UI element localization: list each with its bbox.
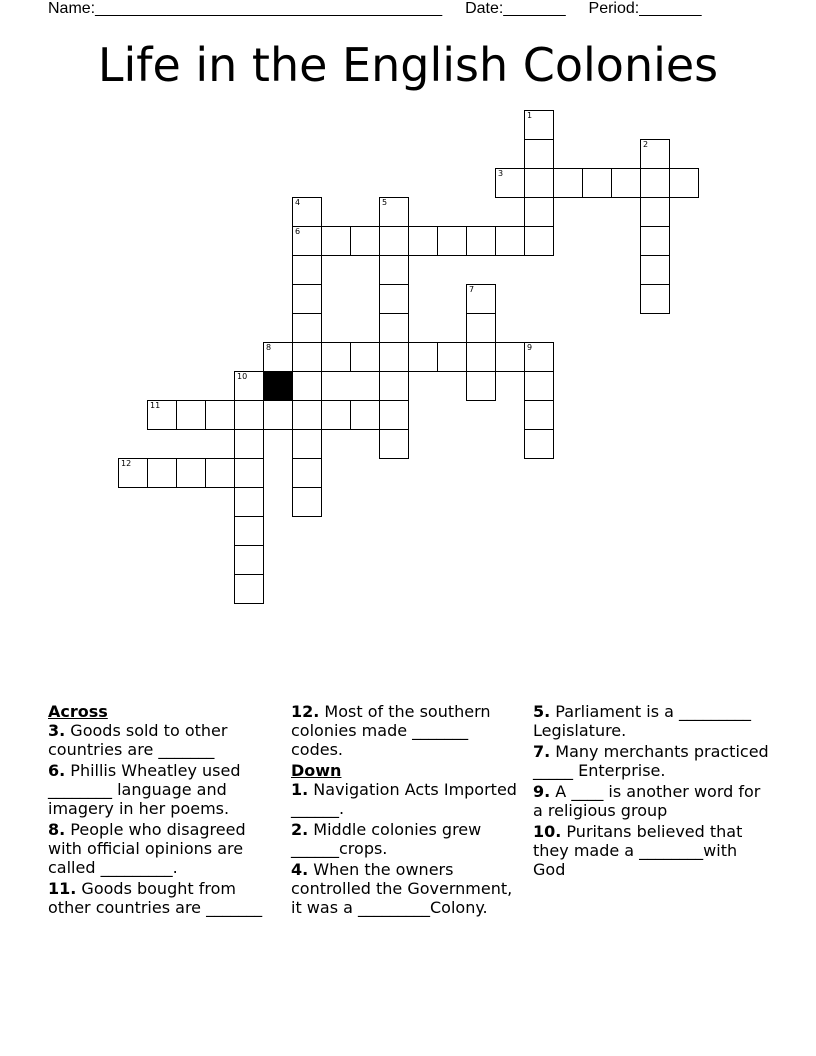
clue-down-1: 1. Navigation Acts Imported ______. bbox=[291, 780, 517, 818]
grid-cell[interactable] bbox=[292, 371, 322, 401]
grid-cell[interactable] bbox=[379, 284, 409, 314]
grid-cell[interactable] bbox=[495, 226, 525, 256]
grid-cell[interactable] bbox=[379, 371, 409, 401]
clue-down-10: 10. Puritans believed that they made a ________with God bbox=[533, 822, 743, 879]
cell-number: 10 bbox=[237, 372, 248, 381]
across-heading: Across bbox=[48, 702, 108, 721]
grid-cell[interactable] bbox=[466, 313, 496, 343]
grid-cell[interactable] bbox=[292, 255, 322, 285]
clue-down-2: 2. Middle colonies grew ______crops. bbox=[291, 820, 482, 858]
grid-cell[interactable] bbox=[669, 168, 699, 198]
clue-down-9: 9. A ____ is another word for a religious group bbox=[533, 782, 761, 820]
clues-column-3 bbox=[533, 702, 773, 881]
grid-cell[interactable] bbox=[379, 342, 409, 372]
grid-cell[interactable] bbox=[234, 458, 264, 488]
grid-cell[interactable] bbox=[321, 226, 351, 256]
grid-cell[interactable] bbox=[379, 226, 409, 256]
grid-cell[interactable] bbox=[379, 197, 409, 227]
grid-cell[interactable] bbox=[379, 255, 409, 285]
grid-cell[interactable] bbox=[234, 429, 264, 459]
grid-cell[interactable] bbox=[408, 226, 438, 256]
grid-cell[interactable] bbox=[466, 371, 496, 401]
cell-number: 11 bbox=[150, 401, 161, 410]
grid-cell[interactable] bbox=[611, 168, 641, 198]
grid-cell[interactable] bbox=[379, 313, 409, 343]
grid-cell[interactable] bbox=[408, 342, 438, 372]
date-blank[interactable]: _______ bbox=[503, 0, 566, 17]
grid-cell[interactable] bbox=[524, 429, 554, 459]
grid-cell[interactable] bbox=[234, 487, 264, 517]
cell-number: 4 bbox=[295, 198, 301, 207]
clue-across-3: 3. Goods sold to other countries are _______ bbox=[48, 721, 228, 759]
grid-cell[interactable] bbox=[292, 458, 322, 488]
clue-down-5: 5. Parliament is a _________ Legislature. bbox=[533, 702, 751, 740]
grid-cell[interactable] bbox=[466, 342, 496, 372]
grid-cell[interactable] bbox=[640, 168, 670, 198]
grid-cell[interactable] bbox=[640, 197, 670, 227]
black-cell bbox=[263, 371, 293, 401]
grid-cell[interactable] bbox=[147, 400, 177, 430]
grid-cell[interactable] bbox=[524, 226, 554, 256]
clues-column-2 bbox=[291, 702, 517, 919]
cell-number: 7 bbox=[469, 285, 475, 294]
page-title: Life in the English Colonies bbox=[97, 38, 719, 92]
grid-cell[interactable] bbox=[524, 197, 554, 227]
grid-cell[interactable] bbox=[582, 168, 612, 198]
grid-cell[interactable] bbox=[205, 400, 235, 430]
grid-cell[interactable] bbox=[495, 342, 525, 372]
grid-cell[interactable] bbox=[640, 226, 670, 256]
down-heading: Down bbox=[291, 761, 342, 780]
period-blank[interactable]: _______ bbox=[639, 0, 702, 17]
grid-cell[interactable] bbox=[234, 371, 264, 401]
cell-number: 5 bbox=[382, 198, 388, 207]
grid-cell[interactable] bbox=[292, 313, 322, 343]
clue-down-4: 4. When the owners controlled the Government, it was a _________Colony. bbox=[291, 860, 513, 917]
cell-number: 3 bbox=[498, 169, 504, 178]
grid-cell[interactable] bbox=[176, 400, 206, 430]
grid-cell[interactable] bbox=[263, 400, 293, 430]
grid-cell[interactable] bbox=[640, 284, 670, 314]
grid-cell[interactable] bbox=[321, 400, 351, 430]
grid-cell[interactable] bbox=[640, 139, 670, 169]
grid-cell[interactable] bbox=[205, 458, 235, 488]
grid-cell[interactable] bbox=[437, 226, 467, 256]
grid-cell[interactable] bbox=[640, 255, 670, 285]
grid-cell[interactable] bbox=[292, 284, 322, 314]
grid-cell[interactable] bbox=[234, 516, 264, 546]
grid-cell[interactable] bbox=[379, 429, 409, 459]
grid-cell[interactable] bbox=[553, 168, 583, 198]
grid-cell[interactable] bbox=[147, 458, 177, 488]
clue-down-7: 7. Many merchants practiced _____ Enterprise. bbox=[533, 742, 769, 780]
grid-cell[interactable] bbox=[321, 342, 351, 372]
grid-cell[interactable] bbox=[234, 400, 264, 430]
cell-number: 1 bbox=[527, 111, 533, 120]
name-label: Name: bbox=[48, 0, 96, 17]
grid-cell[interactable] bbox=[379, 400, 409, 430]
grid-cell[interactable] bbox=[350, 400, 380, 430]
cell-number: 2 bbox=[643, 140, 649, 149]
grid-cell[interactable] bbox=[234, 545, 264, 575]
grid-cell[interactable] bbox=[263, 342, 293, 372]
grid-cell[interactable] bbox=[437, 342, 467, 372]
clue-across-11: 11. Goods bought from other countries are _______ bbox=[48, 879, 263, 917]
grid-cell[interactable] bbox=[292, 400, 322, 430]
grid-cell[interactable] bbox=[524, 110, 554, 140]
grid-cell[interactable] bbox=[292, 487, 322, 517]
grid-cell[interactable] bbox=[118, 458, 148, 488]
grid-cell[interactable] bbox=[495, 168, 525, 198]
grid-cell[interactable] bbox=[234, 574, 264, 604]
grid-cell[interactable] bbox=[524, 342, 554, 372]
grid-cell[interactable] bbox=[524, 168, 554, 198]
clue-across-8: 8. People who disagreed with official opinions are called _________. bbox=[48, 820, 246, 877]
grid-cell[interactable] bbox=[524, 371, 554, 401]
grid-cell[interactable] bbox=[292, 197, 322, 227]
date-label: Date: bbox=[465, 0, 504, 17]
name-blank[interactable]: _______________________________________ bbox=[95, 0, 443, 17]
clue-across-12: 12. Most of the southern colonies made _______ codes. bbox=[291, 702, 491, 759]
cell-number: 6 bbox=[295, 227, 301, 236]
clues-column-1 bbox=[48, 702, 278, 919]
grid-cell[interactable] bbox=[524, 400, 554, 430]
cell-number: 9 bbox=[527, 343, 533, 352]
clue-across-6: 6. Phillis Wheatley used ________ language and imagery in her poems. bbox=[48, 761, 241, 818]
cell-number: 12 bbox=[121, 459, 132, 468]
grid-cell[interactable] bbox=[466, 226, 496, 256]
period-label: Period: bbox=[588, 0, 640, 17]
grid-cell[interactable] bbox=[176, 458, 206, 488]
grid-cell[interactable] bbox=[524, 139, 554, 169]
grid-cell[interactable] bbox=[350, 226, 380, 256]
grid-cell[interactable] bbox=[350, 342, 380, 372]
grid-cell[interactable] bbox=[292, 429, 322, 459]
grid-cell[interactable] bbox=[466, 284, 496, 314]
cell-number: 8 bbox=[266, 343, 272, 352]
grid-cell[interactable] bbox=[292, 342, 322, 372]
grid-cell[interactable] bbox=[292, 226, 322, 256]
